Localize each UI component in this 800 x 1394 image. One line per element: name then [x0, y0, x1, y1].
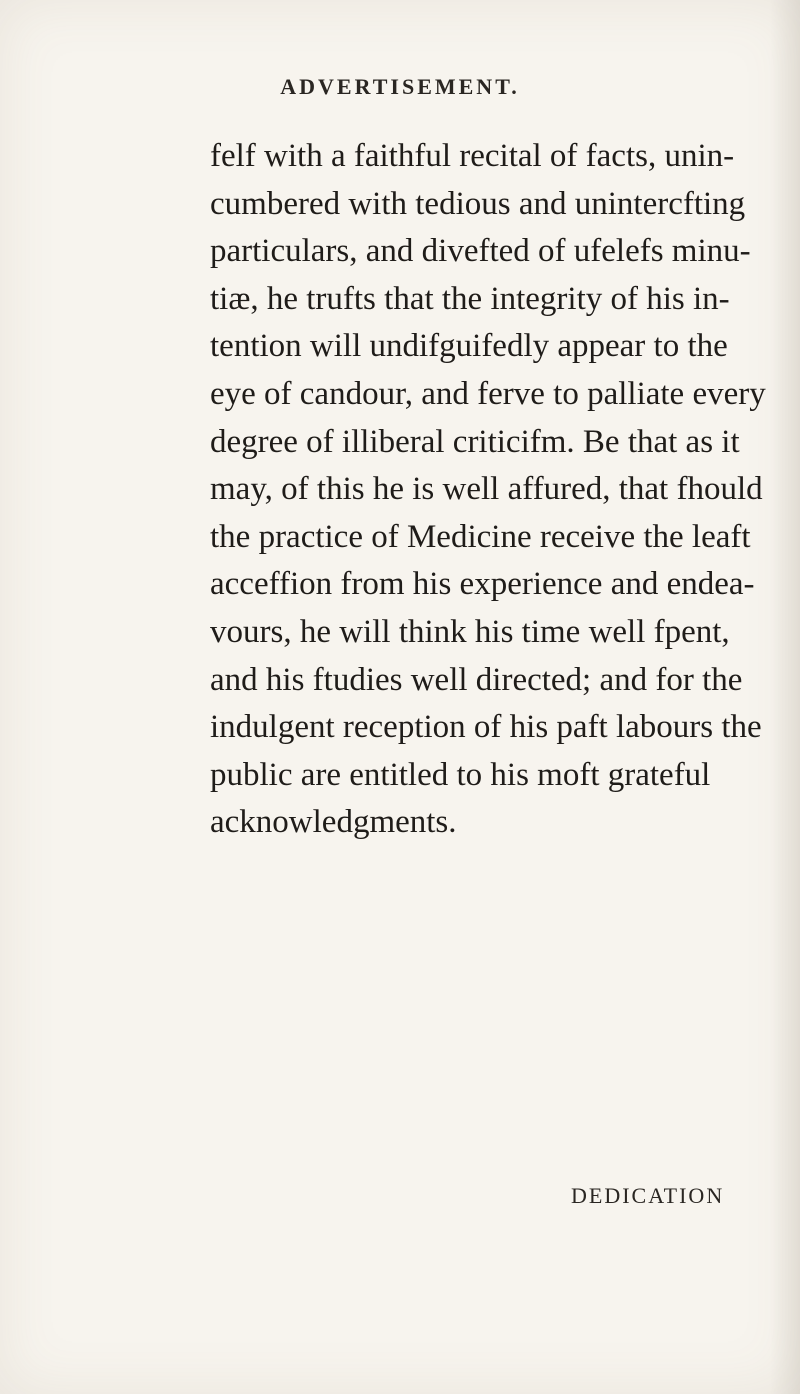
text-line: vours, he will think his time well fpent,: [210, 613, 730, 650]
text-line: cumbered with tedious and unintercfting: [210, 185, 746, 222]
text-line: tiæ, he trufts that the integrity of his in-: [210, 280, 730, 317]
text-line: eye of candour, and ferve to palliate every: [210, 375, 766, 412]
text-line: public are entitled to his moft grateful: [210, 756, 711, 793]
text-line: tention will undifguifedly appear to the: [210, 328, 728, 365]
text-line: acceffion from his experience and endea-: [210, 566, 755, 603]
text-line: particulars, and divefted of ufelefs minu-: [210, 233, 751, 270]
catchword: DEDICATION: [571, 1183, 725, 1208]
text-line: may, of this he is well affured, that fhould: [210, 471, 763, 508]
text-line: felf with a faithful recital of facts, unin-: [210, 138, 735, 174]
text-line: indulgent reception of his paft labours the: [210, 709, 762, 746]
text-line: and his ftudies well directed; and for the: [210, 661, 743, 698]
running-head: ADVERTISEMENT.: [280, 74, 520, 99]
text-line: the practice of Medicine receive the leaft: [210, 518, 751, 555]
text-line: acknowledgments.: [210, 804, 457, 841]
body-text: [210, 133, 766, 847]
text-line: degree of illiberal criticifm. Be that as it: [210, 423, 740, 460]
